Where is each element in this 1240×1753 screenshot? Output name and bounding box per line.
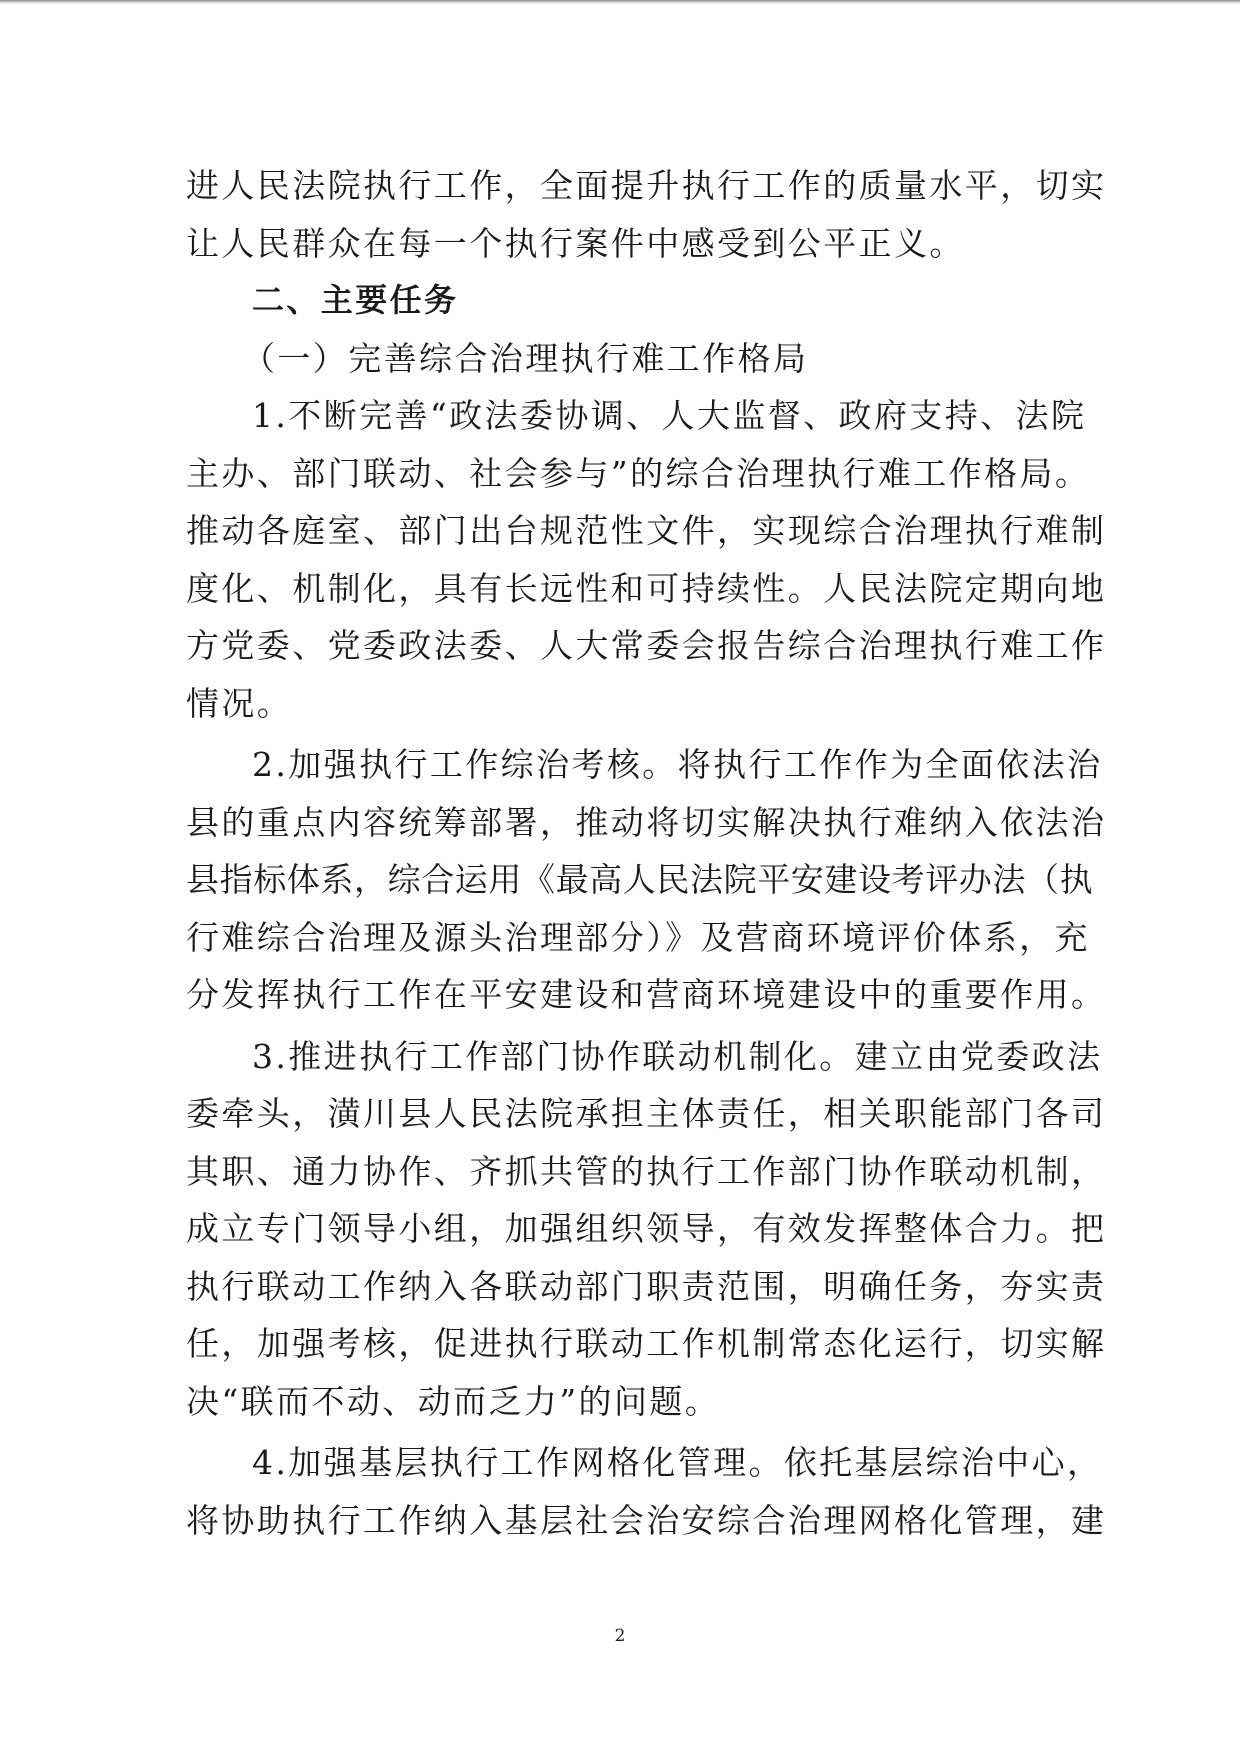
document-body: [186, 157, 1107, 1549]
paragraph-line: 4.加强基层执行工作网格化管理。依托基层综治中心，: [252, 1443, 1103, 1482]
scan-edge: [0, 0, 1240, 4]
paragraph-line: 方党委、党委政法委、人大常委会报告综合治理执行难工作: [186, 626, 1107, 665]
paragraph-line: 成立专门领导小组，加强组织领导，有效发挥整体合力。把: [186, 1209, 1107, 1248]
paragraph-line: 县的重点内容统筹部署，推动将切实解决执行难纳入依法治: [186, 802, 1107, 842]
section-heading: 二、主要任务: [252, 281, 459, 319]
paragraph-line: 2.加强执行工作综治考核。将执行工作作为全面依法治: [252, 745, 1103, 784]
paragraph-line: 分发挥执行工作在平安建设和营商环境建设中的重要作用。: [186, 975, 1107, 1014]
subsection-heading: （一）完善综合治理执行难工作格局: [242, 338, 809, 378]
paragraph-line: 县指标体系，综合运用《最高人民法院平安建设考评办法（执: [186, 860, 1094, 899]
paragraph-line: 情况。: [186, 683, 293, 723]
paragraph-line: 推动各庭室、部门出台规范性文件，实现综合治理执行难制: [186, 511, 1107, 550]
paragraph-line: 将协助执行工作纳入基层社会治安综合治理网格化管理，建: [186, 1500, 1107, 1540]
paragraph-line: 行难综合治理及源头治理部分）》及营商环境评价体系，充: [186, 917, 1090, 957]
paragraph-line: 进人民法院执行工作，全面提升执行工作的质量水平，切实: [186, 166, 1107, 205]
page-number: 2: [614, 1626, 626, 1646]
paragraph-line: 3.推进执行工作部门协作联动机制化。建立由党委政法: [252, 1036, 1103, 1076]
paragraph-line: 主办、部门联动、社会参与”的综合治理执行难工作格局。: [186, 453, 1091, 493]
paragraph-line: 委牵头，潢川县人民法院承担主体责任，相关职能部门各司: [186, 1094, 1107, 1133]
paragraph-line: 决“联而不动、动而乏力”的问题。: [186, 1381, 721, 1421]
paragraph-line: 度化、机制化，具有长远性和可持续性。人民法院定期向地: [186, 568, 1107, 608]
paragraph-line: 让人民群众在每一个执行案件中感受到公平正义。: [186, 223, 965, 263]
paragraph-line: 执行联动工作纳入各联动部门职责范围，明确任务，夯实责: [186, 1266, 1107, 1306]
paragraph-line: 其职、通力协作、齐抓共管的执行工作部门协作联动机制，: [186, 1151, 1107, 1191]
paragraph-line: 任，加强考核，促进执行联动工作机制常态化运行，切实解: [186, 1324, 1107, 1363]
paragraph-line: 1.不断完善“政法委协调、人大监督、政府支持、法院: [252, 396, 1087, 435]
